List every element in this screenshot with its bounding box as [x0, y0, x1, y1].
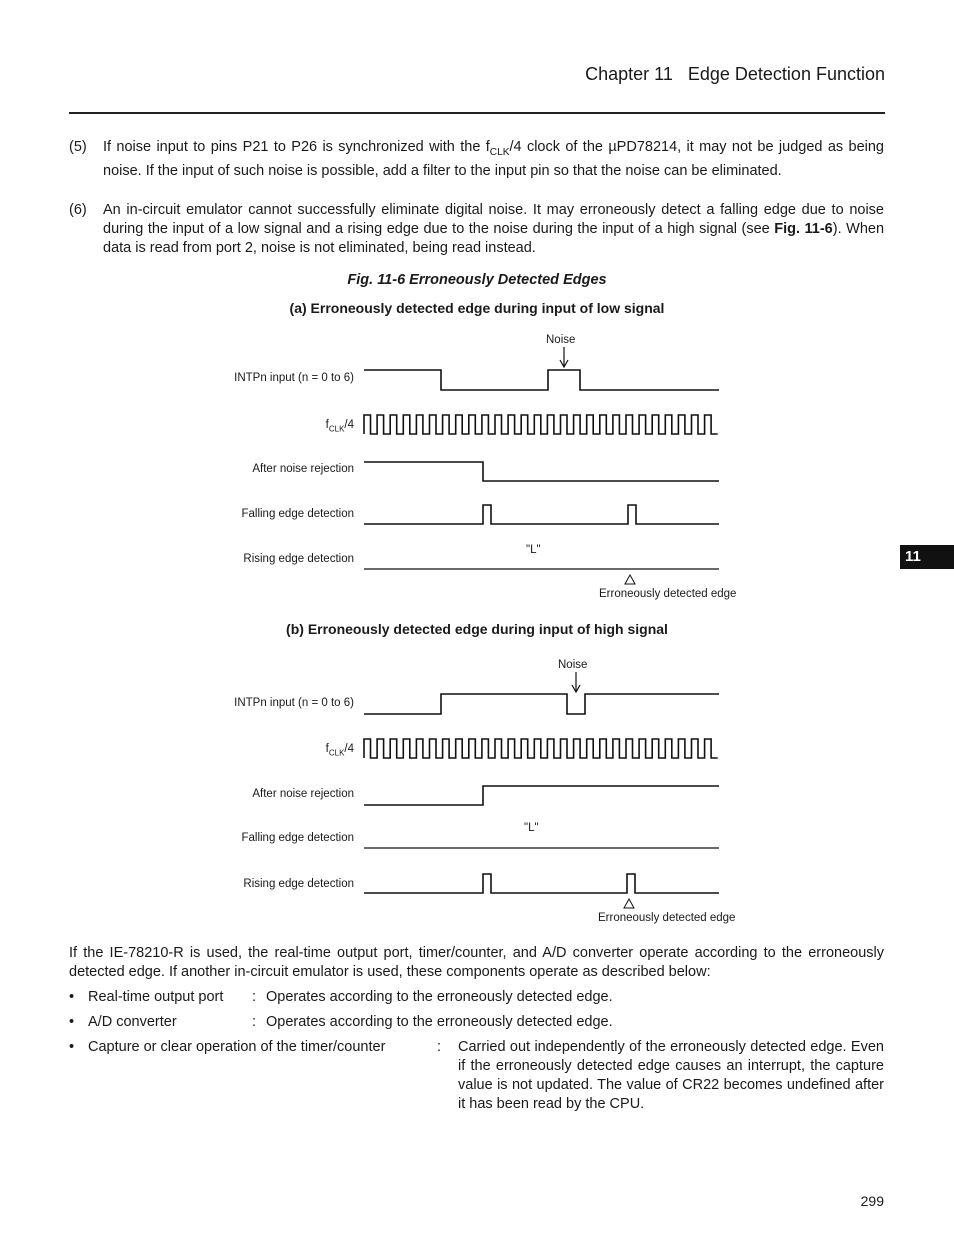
waveform-intp-input	[360, 364, 722, 394]
clk-subscript: CLK	[489, 146, 510, 158]
erroneous-edge-label: Erroneously detected edge	[598, 912, 736, 924]
signal-label-fclk: $f_{CLK}/4$	[325, 743, 354, 758]
signal-label-rising-edge: Rising edge detection	[243, 553, 354, 565]
signal-label-fclk: $f_{CLK}/4$	[325, 419, 354, 434]
bullet-item	[69, 988, 613, 1007]
waveform-falling-edge	[360, 500, 722, 530]
item-text-post: /4 clock of the µPD78214, it may not be judged as being noise. If the input of such noise is possible, add a filter to the input pin so that the noise can be eliminated.	[103, 139, 884, 179]
chapter-header	[585, 64, 885, 85]
waveform-after-rejection	[360, 456, 722, 486]
item-text-pre: If noise input to pins P21 to P26 is synchronized with the f	[103, 139, 490, 155]
waveform-falling-edge	[360, 826, 722, 856]
item-number: (5)	[69, 139, 87, 155]
erroneous-edge-label: Erroneously detected edge	[599, 588, 737, 600]
item-text-post: ). When data is read from port 2, noise is not eliminated, being read instead.	[103, 221, 885, 256]
level-low-label: "L"	[526, 544, 541, 556]
figure-caption: Fig. 11-6 Erroneously Detected Edges	[347, 272, 607, 288]
header-rule	[69, 112, 885, 114]
item-5	[69, 138, 884, 181]
signal-label-rising-edge: Rising edge detection	[243, 878, 354, 890]
waveform-rising-edge	[360, 548, 722, 578]
chapter-tab: 11	[900, 545, 954, 569]
bullet-item	[69, 1038, 442, 1057]
chapter-number: Chapter 11	[585, 64, 673, 84]
bullet-text: Operates according to the erroneously detected edge.	[266, 1014, 613, 1030]
signal-label-after-rejection: After noise rejection	[252, 788, 354, 800]
bullet-separator: :	[252, 989, 257, 1005]
item-6	[69, 201, 884, 258]
panel-a-title: (a) Erroneously detected edge during input of low signal	[289, 300, 665, 316]
page-number: 299	[860, 1193, 884, 1209]
triangle-marker-icon	[623, 574, 637, 586]
signal-label-falling-edge: Falling edge detection	[241, 832, 354, 844]
bullet-separator: :	[252, 1014, 257, 1030]
signal-label-intp: INTPn input (n = 0 to 6)	[234, 697, 354, 709]
bullet-text: Operates according to the erroneously detected edge.	[266, 989, 613, 1005]
bullet-dot-icon: •	[69, 1039, 75, 1055]
signal-label-after-rejection: After noise rejection	[252, 463, 354, 475]
noise-label: Noise	[546, 334, 576, 346]
bullet-label: Real-time output port	[88, 989, 224, 1005]
waveform-rising-edge	[360, 869, 722, 899]
chapter-title: Edge Detection Function	[687, 64, 885, 84]
bullet-label: A/D converter	[88, 1014, 177, 1030]
bullet-separator: :	[437, 1039, 442, 1055]
triangle-marker-icon	[622, 898, 636, 910]
item-text-pre: An in-circuit emulator cannot successfully eliminate digital noise. It may erroneously detect a falling edge due to noise during the input of a low signal and a rising edge due to the noise during the input of a high signal (see	[103, 202, 884, 237]
signal-label-falling-edge: Falling edge detection	[241, 508, 354, 520]
bullet-item	[69, 1013, 613, 1032]
bullet-text: Carried out independently of the erroneously detected edge. Even if the erroneously detected edge causes an interrupt, the capture value is not updated. The value of CR22 becomes undefined after it has been read by the CPU.	[458, 1039, 884, 1112]
waveform-after-rejection	[360, 780, 722, 810]
noise-label: Noise	[558, 659, 588, 671]
bullet-label: Capture or clear operation of the timer/counter	[88, 1039, 386, 1055]
waveform-fclk	[360, 410, 722, 440]
bullet-dot-icon: •	[69, 989, 75, 1005]
waveform-intp-input	[360, 688, 722, 718]
item-number: (6)	[69, 202, 87, 218]
signal-label-intp: INTPn input (n = 0 to 6)	[234, 372, 354, 384]
body-paragraph: If the IE-78210-R is used, the real-time output port, timer/counter, and A/D converter operate according to the erroneously detected edge. If another in-circuit emulator is used, these components operate as described below:	[69, 945, 884, 980]
figure-reference: Fig. 11-6	[774, 221, 833, 237]
waveform-fclk	[360, 734, 722, 764]
panel-b-title: (b) Erroneously detected edge during input of high signal	[286, 621, 668, 637]
level-low-label: "L"	[524, 822, 539, 834]
bullet-dot-icon: •	[69, 1014, 75, 1030]
